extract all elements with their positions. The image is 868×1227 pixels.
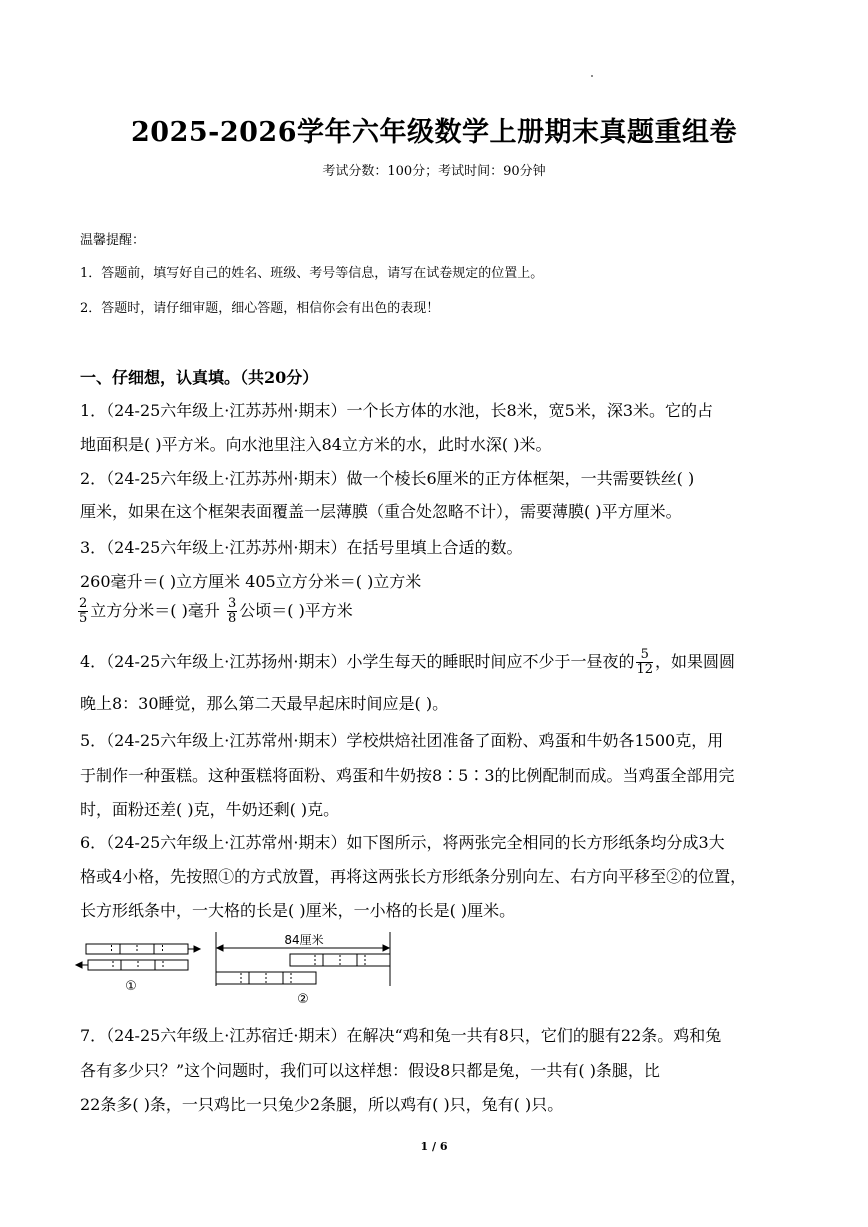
q5-line-2: 于制作一种蛋糕。这种蛋糕将面粉、鸡蛋和牛奶按8∶5∶3的比例配制而成。当鸡蛋全部用完 (80, 766, 735, 785)
q2-line-1: 2．（24-25六年级上·江苏苏州·期末）做一个棱长6厘米的正方体框架，一共需要铁丝( ) (80, 469, 695, 488)
arrangement-1 (76, 944, 200, 970)
fraction: $\frac{5}{12}$ (636, 647, 654, 677)
strips-figure (70, 928, 410, 1008)
tip-item-1: 1．答题前，填写好自己的姓名、班级、考号等信息，请写在试卷规定的位置上。 (80, 266, 544, 281)
page-title: 2025-2026学年六年级数学上册期末真题重组卷 (131, 117, 737, 148)
q3-line-3: $\frac{2}{5}$ 立方分米＝( )毫升 $\frac{3}{8}$ 公顷＝( )平方米 (79, 596, 353, 626)
section-heading: 一、仔细想，认真填。（共20分） (80, 368, 319, 387)
q5-line-3: 时，面粉还差( )克，牛奶还剩( )克。 (80, 800, 340, 819)
q6-line-2: 格或4小格，先按照①的方式放置，再将这两张长方形纸条分别向左、右方向平移至②的位置， (80, 867, 747, 886)
q4-line-2: 晚上8：30睡觉，那么第二天最早起床时间应是( )。 (80, 694, 449, 713)
q6-line-3: 长方形纸条中，一大格的长是( )厘米，一小格的长是( )厘米。 (80, 901, 516, 920)
fraction: $\frac{3}{8}$ (227, 596, 237, 626)
q7-line-2: 各有多少只？”这个问题时，我们可以这样想：假设8只都是兔，一共有( )条腿，比 (80, 1061, 660, 1080)
q7-line-1: 7．（24-25六年级上·江苏宿迁·期末）在解决“鸡和兔一共有8只，它们的腿有22条。鸡和兔 (80, 1026, 722, 1045)
q5-line-1: 5．（24-25六年级上·江苏常州·期末）学校烘焙社团准备了面粉、鸡蛋和牛奶各1500克，用 (80, 731, 724, 750)
tips-heading: 温馨提醒： (80, 233, 146, 248)
q2-line-2: 厘米，如果在这个框架表面覆盖一层薄膜（重合处忽略不计），需要薄膜( )平方厘米。 (80, 502, 682, 521)
exam-info: 考试分数：100分；考试时间：90分钟 (322, 164, 546, 179)
q1-line-1: 1．（24-25六年级上·江苏苏州·期末）一个长方体的水池，长8米，宽5米，深3米。它的占 (80, 401, 714, 420)
q1-line-2: 地面积是( )平方米。向水池里注入84立方米的水，此时水深( )米。 (80, 435, 552, 454)
q3-line-1: 3．（24-25六年级上·江苏苏州·期末）在括号里填上合适的数。 (80, 538, 523, 557)
figure-label-2: ② (297, 992, 309, 1007)
q6-line-1: 6．（24-25六年级上·江苏常州·期末）如下图所示，将两张完全相同的长方形纸条均分成3大 (80, 833, 725, 852)
page-number: 1 / 6 (420, 1140, 448, 1153)
fraction: $\frac{2}{5}$ (79, 596, 88, 626)
q7-line-3: 22条多( )条，一只鸡比一只兔少2条腿，所以鸡有( )只，兔有( )只。 (80, 1095, 564, 1114)
q3-line-2: 260毫升＝( )立方厘米 405立方分米＝( )立方米 (80, 572, 422, 591)
q4-line-1: 4．（24-25六年级上·江苏扬州·期末）小学生每天的睡眠时间应不少于一昼夜的 $\frac{5}{12}$ ，如果圆圆 (80, 647, 736, 677)
speck (591, 75, 593, 77)
length-label: 84厘米 (284, 933, 324, 947)
tip-item-2: 2．答题时，请仔细审题，细心答题，相信你会有出色的表现！ (80, 301, 440, 316)
figure-label-1: ① (125, 979, 137, 994)
